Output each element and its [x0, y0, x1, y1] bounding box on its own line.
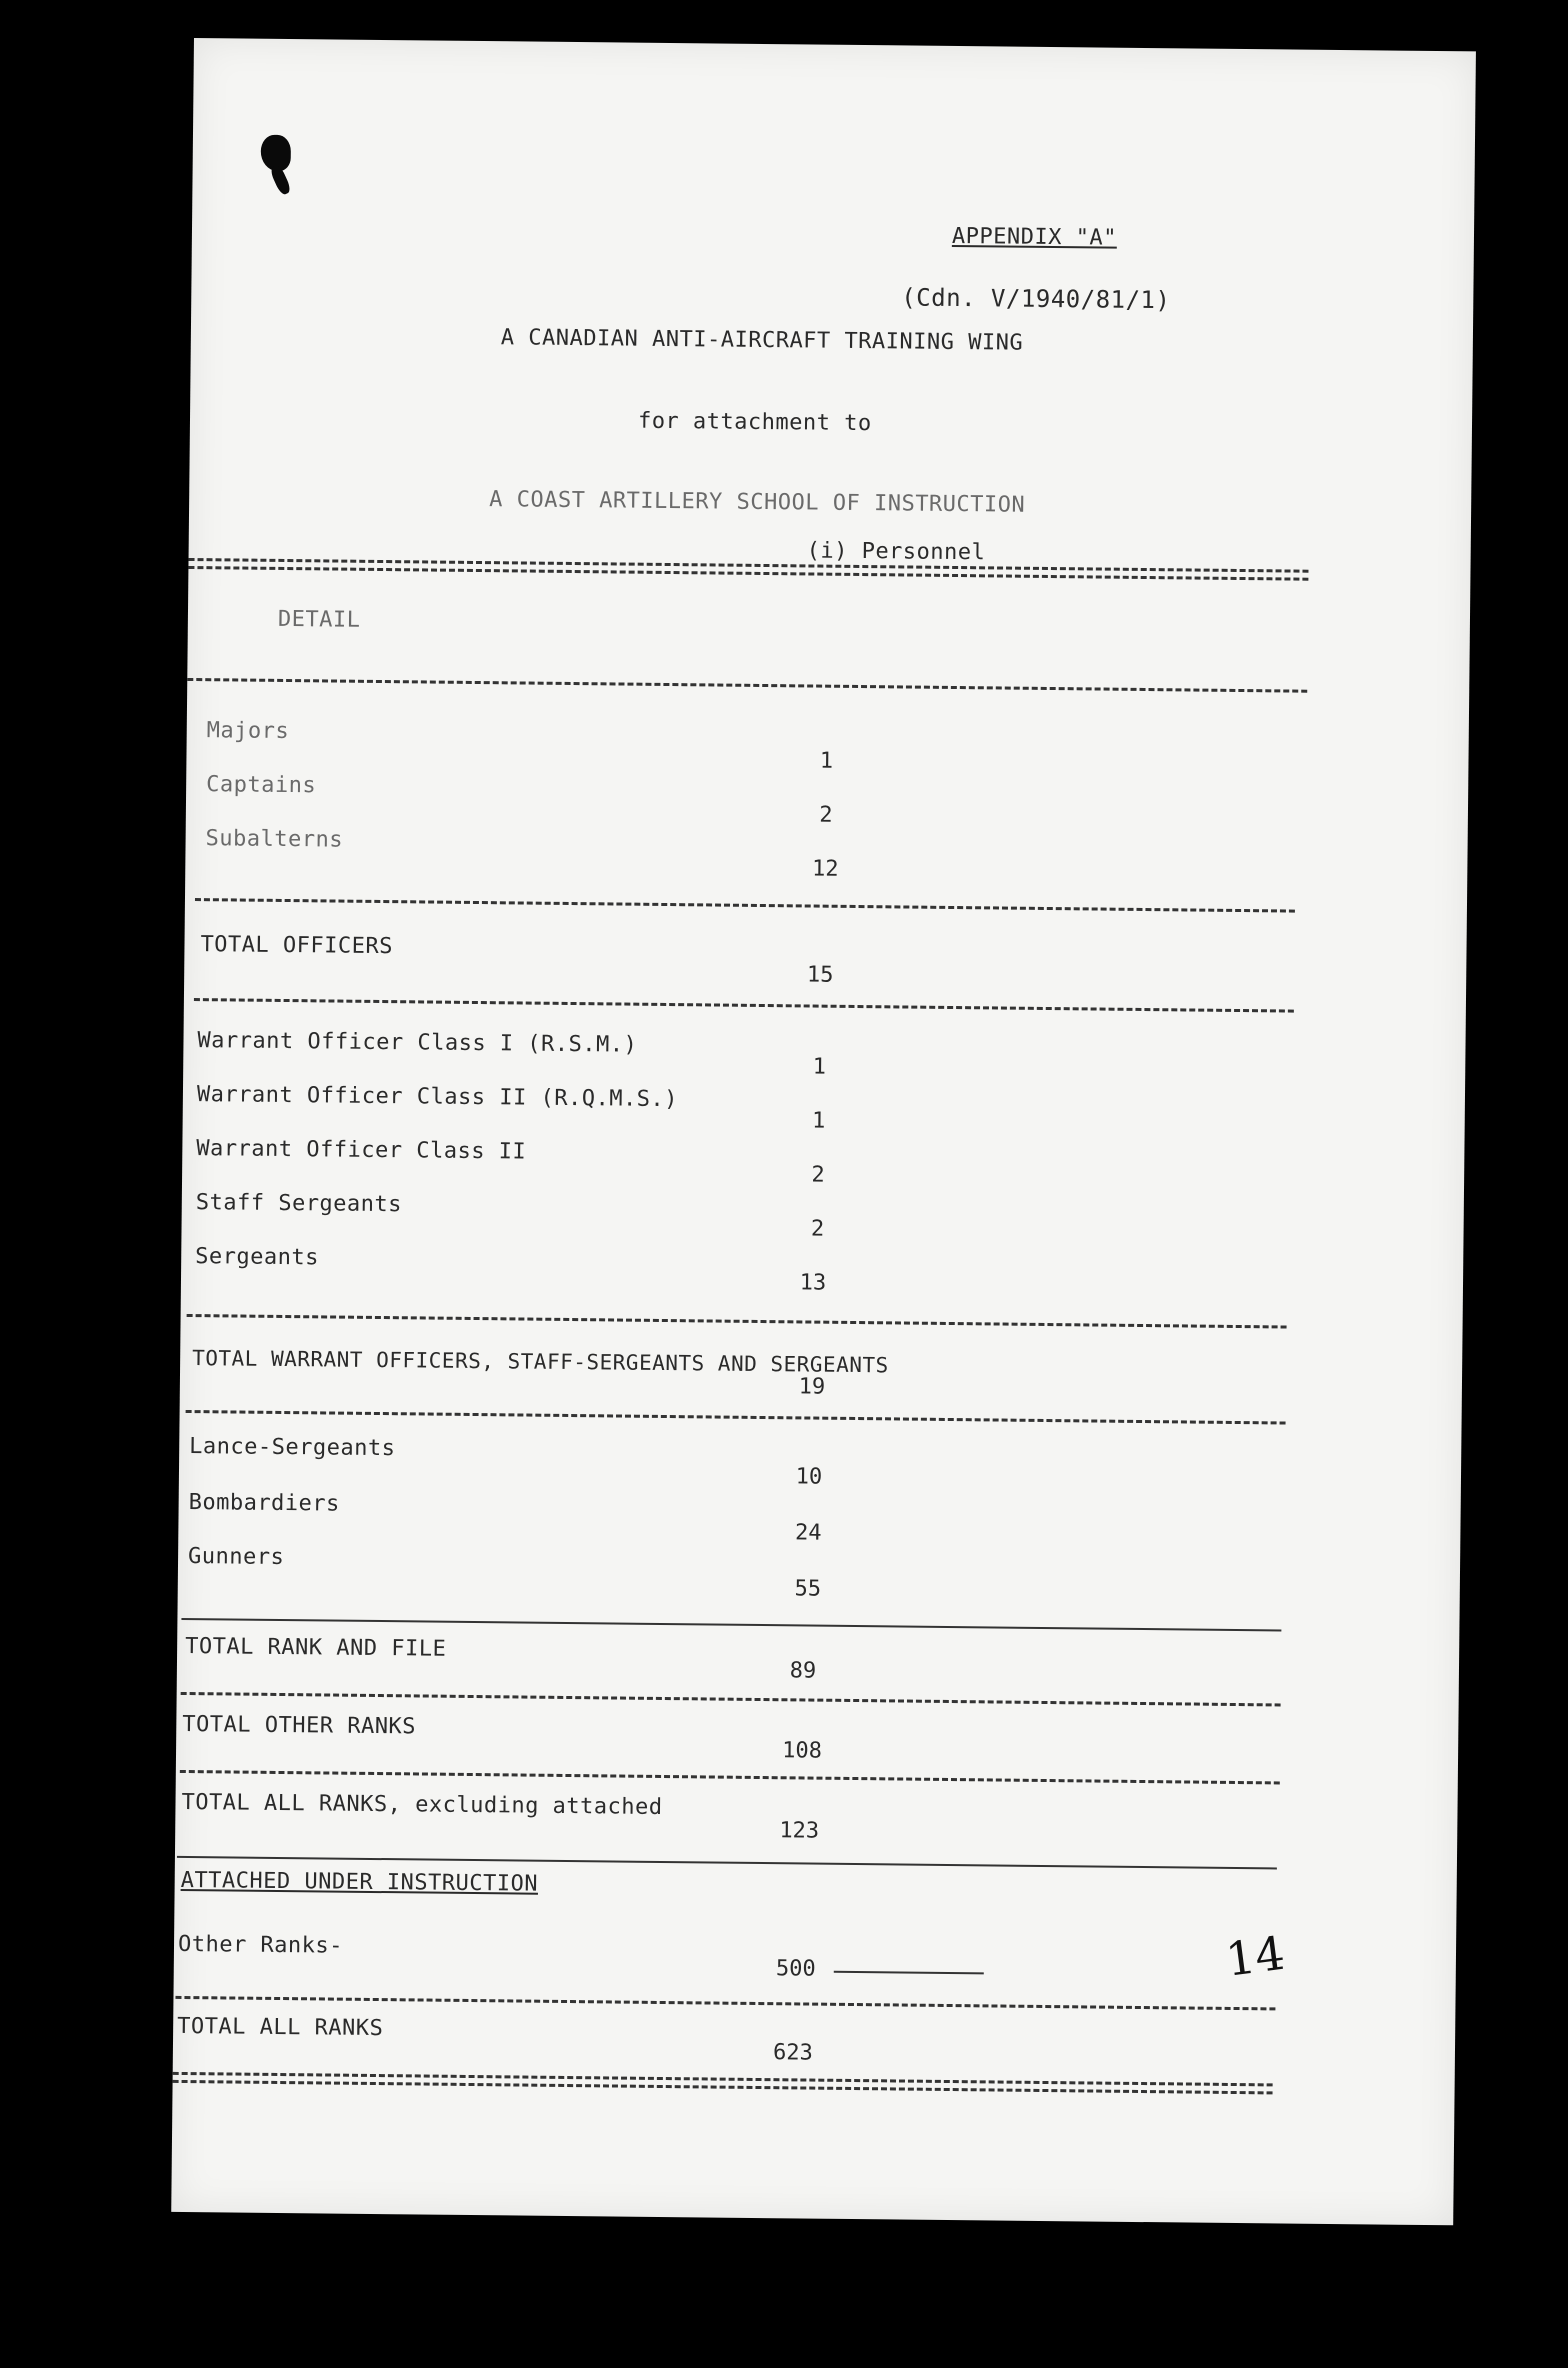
total-officers-label: TOTAL OFFICERS: [200, 932, 394, 960]
row-label: Warrant Officer Class I (R.S.M.): [197, 1028, 638, 1058]
total-other-ranks-label: TOTAL OTHER RANKS: [182, 1711, 417, 1740]
row-value: 2: [810, 1216, 825, 1242]
rule: [181, 1618, 1281, 1632]
reference-number: (Cdn. V/1940/81/1): [901, 283, 1171, 315]
punch-hole-mark: [261, 135, 291, 171]
attached-label: Other Ranks-: [177, 1931, 344, 1959]
total-officers-value: 15: [806, 962, 834, 988]
row-label: Staff Sergeants: [195, 1190, 403, 1218]
total-all-value: 623: [772, 2040, 813, 2066]
total-all-excl-value: 123: [779, 1818, 820, 1844]
row-label: Captains: [206, 772, 317, 799]
total-nco-label: TOTAL WARRANT OFFICERS, STAFF-SERGEANTS AND SERGEANTS: [192, 1346, 889, 1378]
row-label: Bombardiers: [188, 1490, 340, 1517]
row-label: Gunners: [187, 1544, 285, 1571]
rule: [180, 1770, 1280, 1785]
handwritten-page-number: 14: [1222, 1925, 1288, 1987]
document-title: A CANADIAN ANTI-AIRCRAFT TRAINING WING: [500, 325, 1024, 356]
attached-value: 500: [775, 1956, 816, 1982]
row-value: 12: [811, 856, 839, 882]
rule: [194, 998, 1294, 1013]
rule: [177, 1856, 1277, 1870]
rule: [187, 1314, 1287, 1329]
row-value: 55: [794, 1576, 822, 1602]
total-rank-file-label: TOTAL RANK AND FILE: [185, 1633, 447, 1662]
appendix-label: APPENDIX "A": [951, 223, 1118, 251]
rule: [175, 1996, 1275, 2011]
rule: [195, 898, 1295, 913]
total-nco-value: 19: [798, 1374, 826, 1400]
school-name: A COAST ARTILLERY SCHOOL OF INSTRUCTION: [489, 487, 1026, 518]
rule-top: [189, 558, 1309, 573]
row-value: 2: [819, 802, 833, 828]
rule-header: [187, 678, 1307, 693]
row-value: 24: [794, 1520, 822, 1546]
row-value: 10: [795, 1464, 823, 1490]
column-header-detail: DETAIL: [277, 606, 361, 633]
row-label: Warrant Officer Class II: [196, 1136, 527, 1165]
row-label: Majors: [206, 718, 290, 745]
row-value: 1: [812, 1054, 827, 1080]
row-label: Warrant Officer Class II (R.Q.M.S.): [196, 1082, 679, 1113]
row-value: 13: [799, 1270, 827, 1296]
blank-line: [834, 1971, 984, 1975]
total-other-ranks-value: 108: [782, 1738, 823, 1764]
attached-heading: ATTACHED UNDER INSTRUCTION: [180, 1867, 539, 1897]
total-rank-file-value: 89: [789, 1658, 817, 1684]
rule-bottom: [173, 2072, 1273, 2087]
document-subtitle: for attachment to: [637, 408, 872, 437]
total-all-label: TOTAL ALL RANKS: [177, 2013, 384, 2042]
section-heading: (i) Personnel: [806, 538, 986, 566]
row-value: 1: [811, 1108, 826, 1134]
row-label: Subalterns: [205, 826, 344, 853]
document-page: [171, 38, 1476, 2225]
row-label: Lance-Sergeants: [189, 1434, 396, 1462]
row-value: 1: [819, 748, 834, 774]
total-all-excl-label: TOTAL ALL RANKS, excluding attached: [181, 1789, 663, 1821]
row-label: Sergeants: [195, 1244, 320, 1271]
rule: [181, 1692, 1281, 1707]
rule: [186, 1410, 1286, 1425]
row-value: 2: [811, 1162, 825, 1188]
